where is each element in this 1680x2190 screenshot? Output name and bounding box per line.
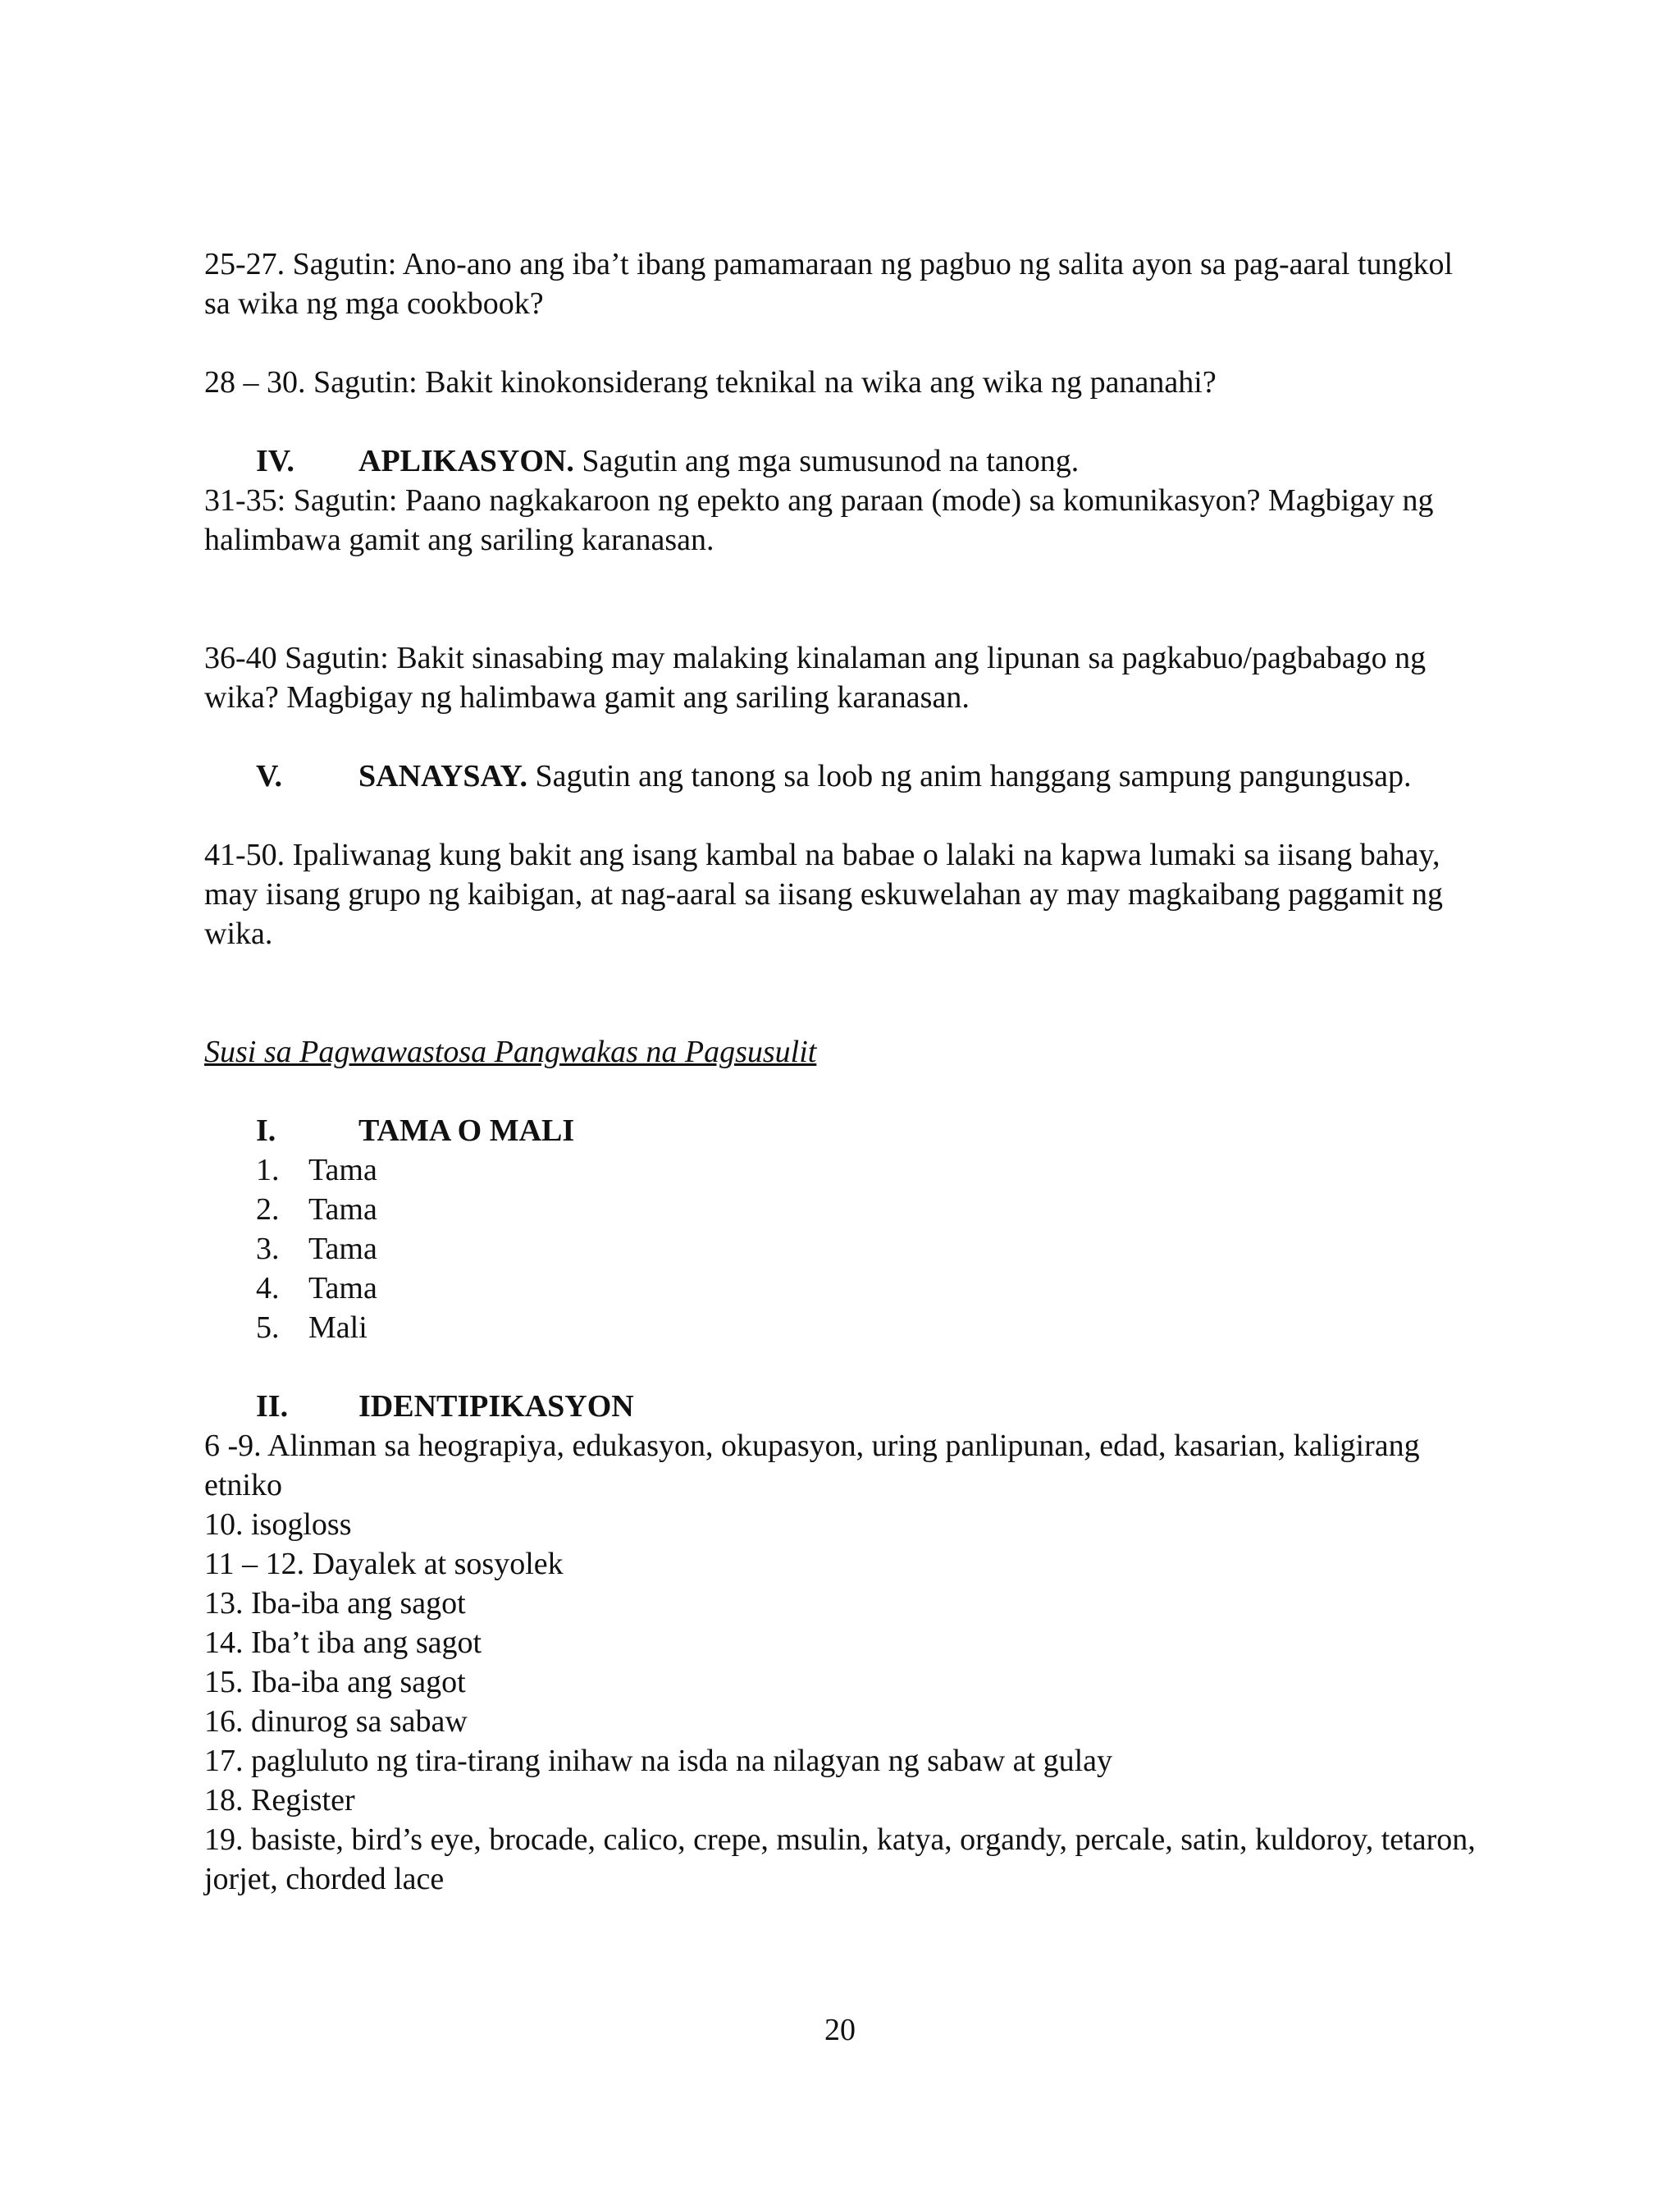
section-iv-heading xyxy=(204,441,1484,481)
question-36-40: 36-40 Sagutin: Bakit sinasabing may malaking kinalaman ang lipunan sa pagkabuo/pagbabago ng wika? Magbigay ng halimbawa gamit ang sariling karanasan. xyxy=(204,641,1427,715)
list-item: 10. isogloss xyxy=(204,1507,352,1542)
list-item xyxy=(204,1229,1484,1269)
list-item: 18. Register xyxy=(204,1783,355,1817)
item-number: 1. xyxy=(256,1153,280,1187)
list-item: 14. Iba’t iba ang sagot xyxy=(204,1625,482,1660)
part-i-answer-list xyxy=(204,1150,1484,1347)
section-iv-number: IV. xyxy=(256,444,294,478)
list-item: 11 – 12. Dayalek at sosyolek xyxy=(204,1547,564,1581)
section-v-instruction: Sagutin ang tanong sa loob ng anim hanggang sampung pangungusap. xyxy=(527,759,1412,793)
section-iv-body xyxy=(358,441,1484,481)
question-41-50: 41-50. Ipaliwanag kung bakit ang isang kambal na babae o lalaki na kapwa lumaki sa iisang bahay, may iisang grupo ng kaibigan, at nag-aaral sa iisang eskuwelahan ay may magkaibang paggamit ng wika. xyxy=(204,838,1444,951)
question-31-35: 31-35: Sagutin: Paano nagkakaroon ng epekto ang paraan (mode) sa komunikasyon? Magbigay ng halimbawa gamit ang sariling karanasan. xyxy=(204,483,1434,557)
question-28-30: 28 – 30. Sagutin: Bakit kinokonsiderang teknikal na wika ang wika ng pananahi? xyxy=(204,365,1217,400)
list-item: 17. pagluluto ng tira-tirang inihaw na isda na nilagyan ng sabaw at gulay xyxy=(204,1744,1112,1778)
page-number: 20 xyxy=(824,2013,856,2047)
page-content xyxy=(204,245,1484,1899)
item-number: 4. xyxy=(256,1271,280,1305)
list-item xyxy=(204,1269,1484,1308)
section-v-heading xyxy=(204,757,1484,796)
list-item: 15. Iba-iba ang sagot xyxy=(204,1665,466,1699)
list-item xyxy=(204,1190,1484,1229)
section-v-number: V. xyxy=(256,759,283,793)
item-number: 2. xyxy=(256,1192,280,1227)
question-25-27: 25-27. Sagutin: Ano-ano ang iba’t ibang pamamaraan ng pagbuo ng salita ayon sa pag-aaral tungkol sa wika ng mga cookbook? xyxy=(204,247,1454,321)
list-item xyxy=(204,1150,1484,1190)
item-answer: Tama xyxy=(308,1192,377,1227)
item-number: 3. xyxy=(256,1232,280,1266)
item-answer: Tama xyxy=(308,1232,377,1266)
item-answer: Tama xyxy=(308,1153,377,1187)
item-answer: Mali xyxy=(308,1310,368,1345)
item-number: 5. xyxy=(256,1310,280,1345)
part-i-label: TAMA O MALI xyxy=(358,1113,575,1148)
list-item: 16. dinurog sa sabaw xyxy=(204,1704,468,1739)
section-v-label: SANAYSAY. xyxy=(358,759,527,793)
section-v-body xyxy=(358,757,1484,796)
section-iv-label: APLIKASYON. xyxy=(358,444,574,478)
part-ii-label: IDENTIPIKASYON xyxy=(358,1389,634,1424)
item-answer: Tama xyxy=(308,1271,377,1305)
part-i-number: I. xyxy=(256,1113,276,1148)
list-item: 19. basiste, bird’s eye, brocade, calico, crepe, msulin, katya, organdy, percale, satin, kuldoroy, tetaron, jorjet, chorded lace xyxy=(204,1822,1476,1896)
list-item xyxy=(204,1308,1484,1347)
section-iv-instruction: Sagutin ang mga sumusunod na tanong. xyxy=(573,444,1080,478)
part-ii-number: II. xyxy=(256,1389,289,1424)
part-ii-answer-list xyxy=(204,1426,1484,1899)
list-item: 6 -9. Alinman sa heograpiya, edukasyon, okupasyon, uring panlipunan, edad, kasarian, kaligirang etniko xyxy=(204,1429,1420,1502)
answer-key-title: Susi sa Pagwawastosa Pangwakas na Pagsusulit xyxy=(204,1035,817,1069)
list-item: 13. Iba-iba ang sagot xyxy=(204,1586,466,1621)
part-i-heading xyxy=(204,1111,1484,1150)
part-ii-heading xyxy=(204,1387,1484,1426)
